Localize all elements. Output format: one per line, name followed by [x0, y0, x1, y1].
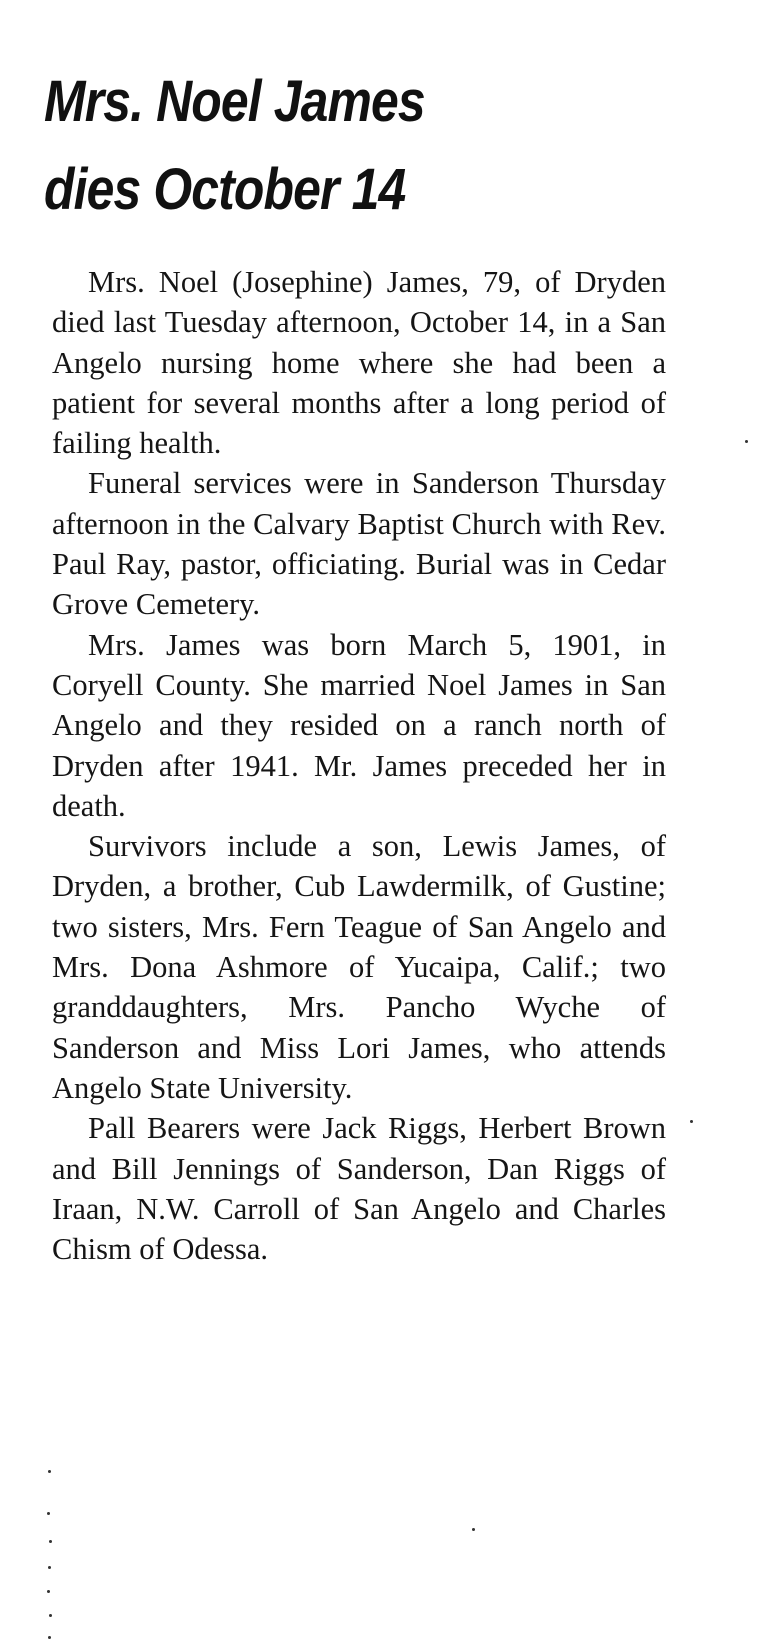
- scan-speck: [48, 1470, 51, 1473]
- headline-line-2: dies October 14: [44, 157, 406, 222]
- paragraph-death-notice: Mrs. Noel (Josephine) James, 79, of Dryden died last Tuesday afternoon, October 14, in a San Angelo nursing home where she had been a patient for several months after a long period of failing health.: [52, 265, 666, 461]
- scan-speck: [49, 1540, 52, 1543]
- headline-line-1: Mrs. Noel James: [44, 69, 425, 134]
- paragraph-funeral-services: Funeral services were in Sanderson Thursday afternoon in the Calvary Baptist Church with Rev. Paul Ray, pastor, officiating. Burial was in Cedar Grove Cemetery.: [52, 466, 666, 622]
- scan-speck: [47, 1512, 50, 1515]
- scan-speck: [690, 1120, 693, 1123]
- scan-speck: [49, 1614, 52, 1617]
- paragraph-biography: Mrs. James was born March 5, 1901, in Coryell County. She married Noel James in San Angelo and they resided on a ranch north of Dryden after 1941. Mr. James preceded her in death.: [52, 627, 666, 823]
- scan-speck: [48, 1566, 51, 1569]
- scan-speck: [472, 1528, 475, 1531]
- scan-speck: [745, 440, 748, 443]
- paragraph-pall-bearers: Pall Bearers were Jack Riggs, Herbert Brown and Bill Jennings of Sanderson, Dan Riggs of Iraan, N.W. Carroll of San Angelo and Charles Chism of Odessa.: [52, 1111, 666, 1267]
- headline: [44, 58, 491, 234]
- paragraph-survivors: Survivors include a son, Lewis James, of Dryden, a brother, Cub Lawdermilk, of Gustine; two sisters, Mrs. Fern Teague of San Angelo and Mrs. Dona Ashmore of Yucaipa, Calif.; two granddaughters, Mrs. Pancho Wyche of Sanderson and Miss Lori James, who attends Angelo State University.: [52, 829, 666, 1105]
- scan-speck: [48, 1636, 51, 1639]
- scan-speck: [47, 1590, 50, 1593]
- article-body: [52, 262, 666, 1269]
